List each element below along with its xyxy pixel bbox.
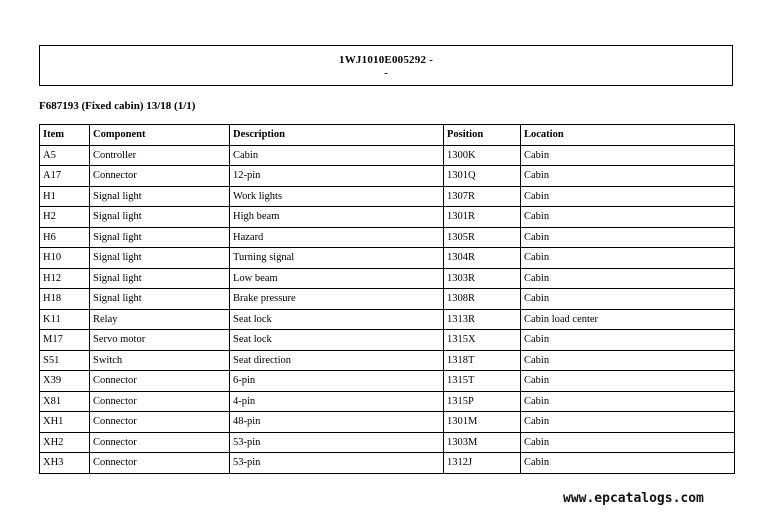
cell-location: Cabin [521,330,735,351]
cell-item: X39 [40,371,90,392]
header-location: Location [521,125,735,146]
cell-position: 1301R [444,207,521,228]
cell-item: H1 [40,186,90,207]
cell-location: Cabin [521,432,735,453]
table-row [40,145,735,166]
cell-description: 12-pin [230,166,444,187]
table-row [40,391,735,412]
cell-location: Cabin [521,268,735,289]
cell-description: 6-pin [230,371,444,392]
table-row [40,432,735,453]
cell-location: Cabin [521,145,735,166]
cell-component: Signal light [90,289,230,310]
cell-position: 1305R [444,227,521,248]
component-table [39,124,735,474]
cell-item: XH1 [40,412,90,433]
cell-location: Cabin load center [521,309,735,330]
cell-component: Connector [90,432,230,453]
cell-location: Cabin [521,350,735,371]
cell-component: Relay [90,309,230,330]
header-item: Item [40,125,90,146]
cell-item: XH2 [40,432,90,453]
cell-component: Signal light [90,207,230,228]
document-header-box [39,45,733,86]
cell-component: Controller [90,145,230,166]
cell-description: 53-pin [230,453,444,474]
cell-description: 48-pin [230,412,444,433]
document-subcode: - [384,67,388,79]
cell-location: Cabin [521,248,735,269]
cell-description: 53-pin [230,432,444,453]
table-row [40,207,735,228]
cell-component: Connector [90,412,230,433]
cell-component: Connector [90,166,230,187]
cell-position: 1315T [444,371,521,392]
cell-component: Servo motor [90,330,230,351]
table-row [40,330,735,351]
cell-position: 1313R [444,309,521,330]
section-title: F687193 (Fixed cabin) 13/18 (1/1) [39,100,196,112]
cell-component: Connector [90,453,230,474]
cell-component: Signal light [90,248,230,269]
cell-position: 1304R [444,248,521,269]
cell-position: 1315P [444,391,521,412]
table-row [40,186,735,207]
table-row [40,371,735,392]
cell-position: 1315X [444,330,521,351]
cell-location: Cabin [521,289,735,310]
cell-item: H10 [40,248,90,269]
cell-position: 1303M [444,432,521,453]
table-header-row [40,125,735,146]
cell-position: 1303R [444,268,521,289]
header-component: Component [90,125,230,146]
cell-item: A17 [40,166,90,187]
table-row [40,453,735,474]
cell-position: 1318T [444,350,521,371]
cell-component: Connector [90,371,230,392]
cell-position: 1307R [444,186,521,207]
cell-position: 1301M [444,412,521,433]
cell-description: Work lights [230,186,444,207]
cell-description: Brake pressure [230,289,444,310]
cell-component: Switch [90,350,230,371]
cell-component: Signal light [90,186,230,207]
cell-description: Cabin [230,145,444,166]
table-row [40,350,735,371]
cell-position: 1308R [444,289,521,310]
cell-location: Cabin [521,391,735,412]
cell-description: 4-pin [230,391,444,412]
cell-item: K11 [40,309,90,330]
website-watermark: www.epcatalogs.com [563,491,704,506]
table-row [40,309,735,330]
cell-description: Turning signal [230,248,444,269]
cell-component: Connector [90,391,230,412]
table-row [40,412,735,433]
cell-item: XH3 [40,453,90,474]
table-row [40,227,735,248]
document-code: 1WJ1010E005292 - [339,54,433,66]
cell-description: High beam [230,207,444,228]
cell-position: 1312J [444,453,521,474]
cell-description: Seat lock [230,309,444,330]
table-row [40,248,735,269]
cell-item: A5 [40,145,90,166]
table-row [40,289,735,310]
cell-item: H18 [40,289,90,310]
cell-location: Cabin [521,412,735,433]
cell-location: Cabin [521,166,735,187]
cell-description: Seat direction [230,350,444,371]
cell-component: Signal light [90,268,230,289]
cell-item: H2 [40,207,90,228]
cell-description: Hazard [230,227,444,248]
header-position: Position [444,125,521,146]
table-row [40,166,735,187]
cell-location: Cabin [521,207,735,228]
header-description: Description [230,125,444,146]
table-row [40,268,735,289]
cell-position: 1300K [444,145,521,166]
cell-location: Cabin [521,227,735,248]
cell-item: H6 [40,227,90,248]
cell-item: M17 [40,330,90,351]
cell-item: H12 [40,268,90,289]
cell-component: Signal light [90,227,230,248]
cell-description: Low beam [230,268,444,289]
cell-location: Cabin [521,186,735,207]
cell-item: X81 [40,391,90,412]
cell-position: 1301Q [444,166,521,187]
cell-location: Cabin [521,371,735,392]
cell-item: S51 [40,350,90,371]
cell-description: Seat lock [230,330,444,351]
cell-location: Cabin [521,453,735,474]
